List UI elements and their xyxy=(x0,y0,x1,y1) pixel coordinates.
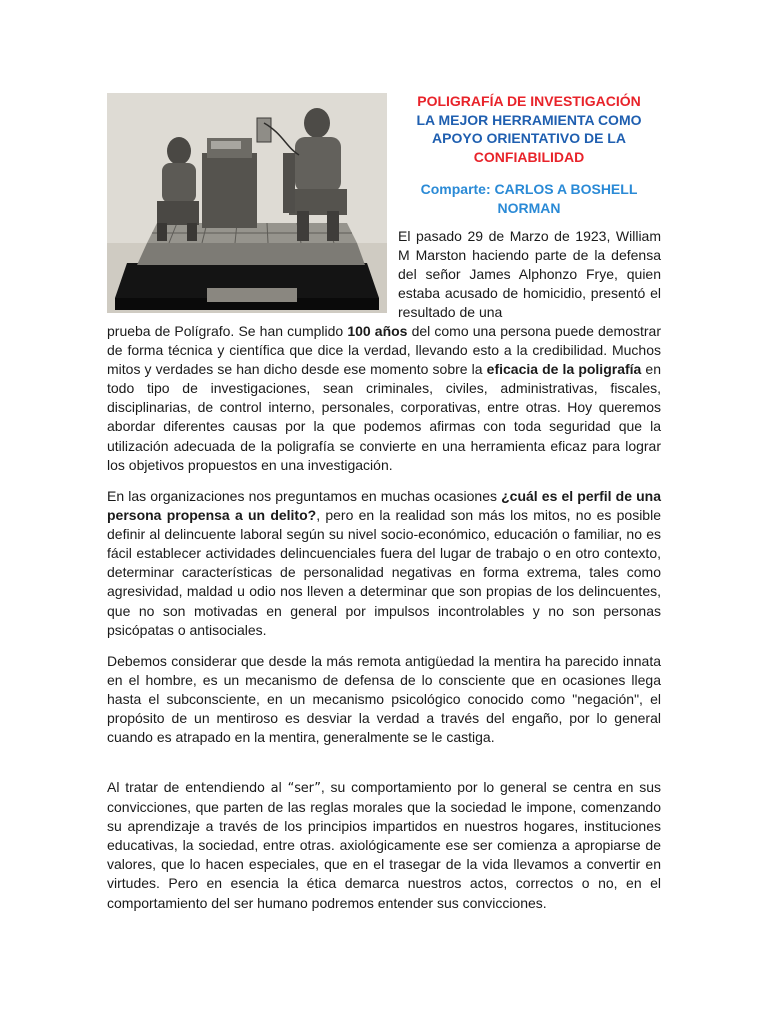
sculpture-photo xyxy=(107,93,387,313)
p4-styled-phrase: entendiendo al “ser” xyxy=(185,781,321,796)
p2-text-a: En las organizaciones nos preguntamos en muchas ocasiones xyxy=(107,488,502,504)
p2-bold-question: ¿cuál es el perfil de una persona propensa a un delito? xyxy=(107,488,661,524)
p2-text-b: , pero en la realidad son más los mitos, no es posible definir al delincuente laboral según su nivel socio-económico, educación o familiar, no es fácil establecer actividades delincuenciales fuera del lugar de trabajo o en otro contexto, determinar características de personalidad negativas en forma extrema, tales como agresividad, maldad u odio nos lleven a determinar que son propias de los delincuentes, que no son motivadas en general por impulsos incontrolables y no son personas psicópatas o antisociales. xyxy=(107,507,661,638)
p1-bold-efficacy: eficacia de la poligrafía xyxy=(486,361,642,378)
p4-text-a: Al tratar de xyxy=(107,779,186,795)
paragraph-1-side: El pasado 29 de Marzo de 1923, William M Marston haciendo parte de la defensa del señor James Alphonzo Frye, quien estaba acusado de homicidio, presentó el resultado de una xyxy=(398,228,661,321)
p4-text-b: , su comportamiento por lo general se centra en sus convicciones, que parten de las reglas morales que la sociedad le impone, comenzando su aprendizaje a través de los principios impartidos en nuestros hogares, instituciones educativas, la sociedad, entre otras. axiológicamente ese ser comienza a apropiarse de valores, que lo hacen especiales, que en el trasegar de la vida llevamos a convertir en virtudes. Pero en esencia la ética demarca nuestros actos, correctos o no, en el comportamiento del ser humano podremos entender sus convicciones. xyxy=(107,779,661,911)
title-line-2: LA MEJOR HERRAMIENTA COMO APOYO ORIENTATIVO DE LA xyxy=(416,111,642,146)
paragraph-1-continued xyxy=(107,322,661,475)
p1-bold-100-years: 100 años xyxy=(347,323,408,339)
paragraph-3: Debemos considerar que desde la más remota antigüedad la mentira ha parecido innata en el hombre, es un mecanismo de defensa de lo consciente que en ocasiones llega hasta el subconsciente, en un mecanismo psicológico conocido como "negación", el propósito de un mentiroso es desviar la verdad a través del engaño, por lo general cuando es atrapado en la mentira, generalmente se le castiga. xyxy=(107,653,661,746)
article-title xyxy=(398,92,660,166)
title-line-1: POLIGRAFÍA DE INVESTIGACIÓN xyxy=(417,93,641,109)
paragraph-2 xyxy=(107,487,661,640)
p1-text-c: en todo tipo de investigaciones, sean criminales, civiles, administrativas, fiscales, disciplinarias, de control interno, personales, corporativas, entre otras. Hoy queremos abordar diferentes causas por la que podemos afirmas con toda seguridad que la utilización adecuada de la poligrafía se convierte en una herramienta eficaz para lograr los objetivos propuestos en una investigación. xyxy=(107,361,661,473)
title-line-3: CONFIABILIDAD xyxy=(473,148,585,165)
p1-text-a: prueba de Polígrafo. Se han cumplido xyxy=(107,323,348,339)
sculpture-image xyxy=(107,93,387,313)
byline: Comparte: CARLOS A BOSHELL NORMAN xyxy=(420,181,638,216)
paragraph-4 xyxy=(107,778,661,913)
p1-text-b: del como una persona puede demostrar de forma técnica y científica que dice la verdad, llevando esto a la credibilidad. Muchos mitos y verdades se han dicho desde ese momento sobre la xyxy=(107,323,661,378)
